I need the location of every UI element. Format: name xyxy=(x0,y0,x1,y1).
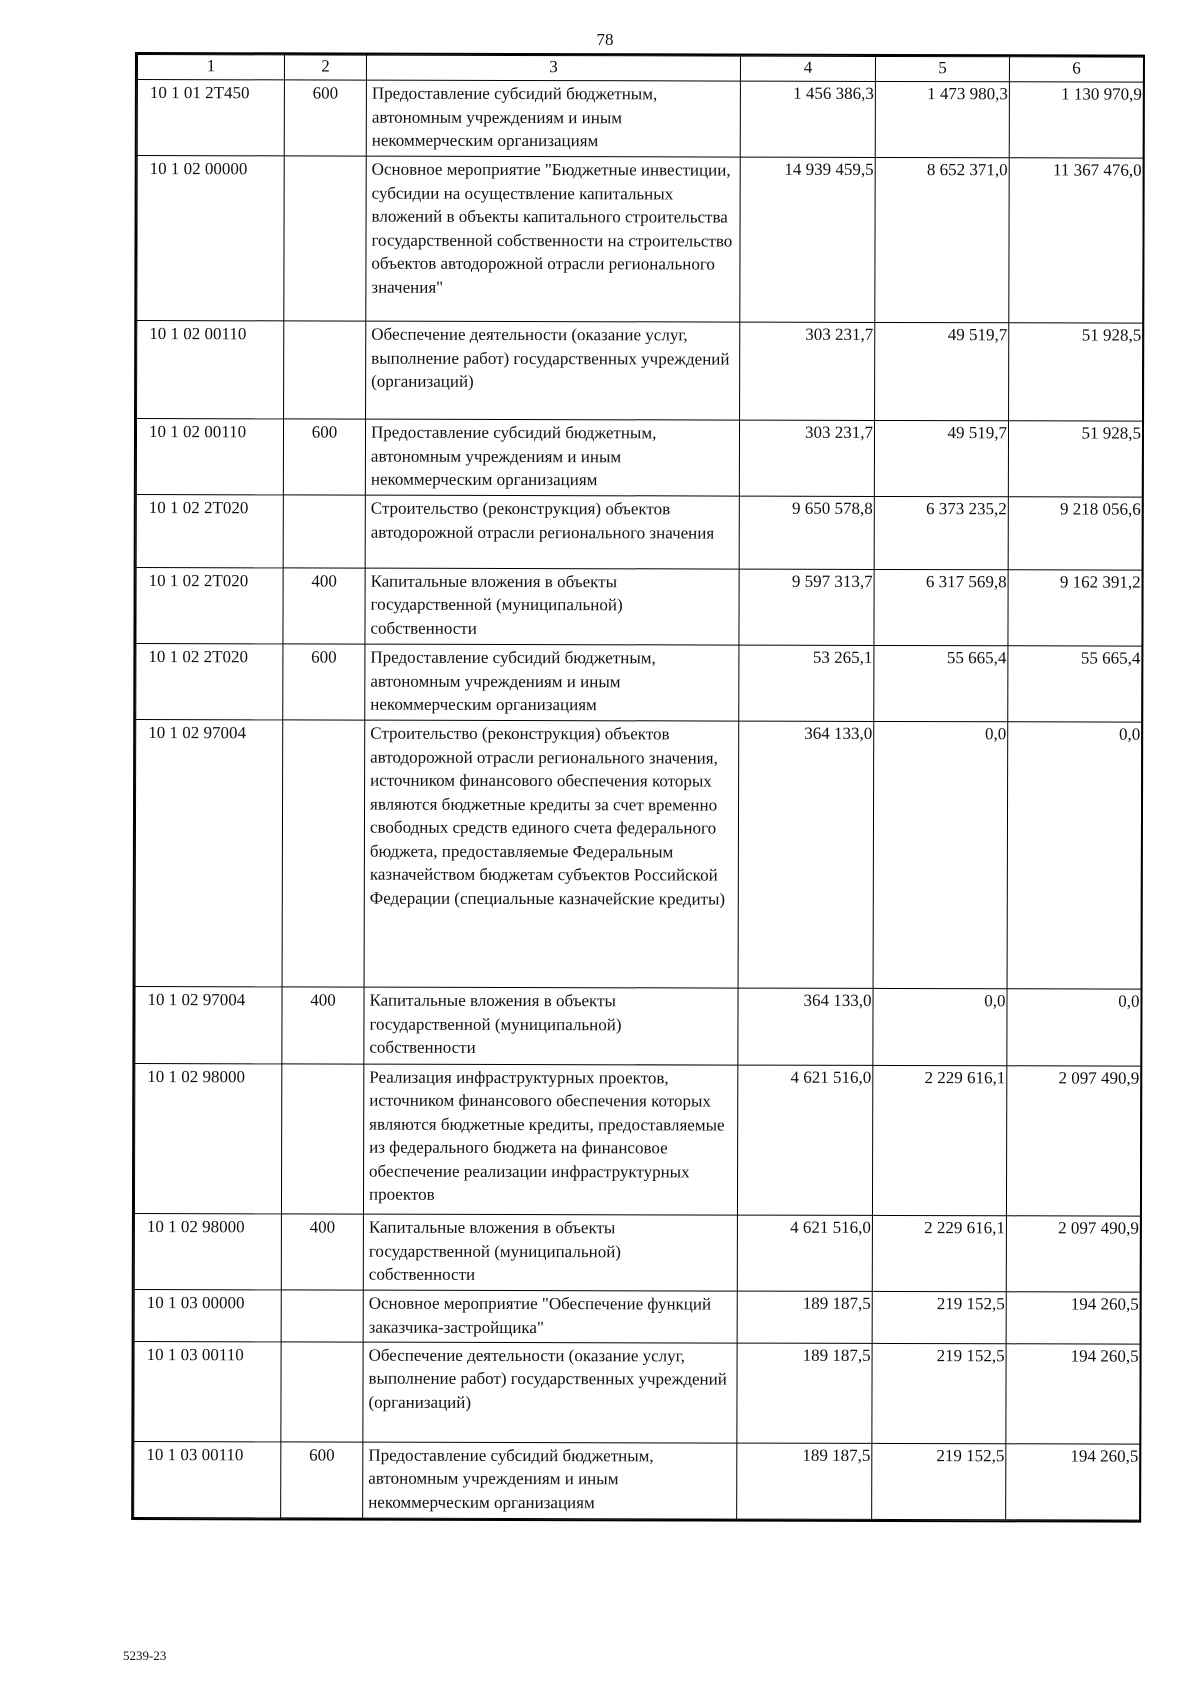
cell-expense-type: 400 xyxy=(282,987,364,1063)
cell-item-name: Капитальные вложения в объекты государственной (муниципальной) собственности xyxy=(364,988,738,1065)
cell-item-name: Капитальные вложения в объекты государственной (муниципальной) собственности xyxy=(365,568,739,645)
cell-expense-type: 600 xyxy=(283,644,365,720)
cell-item-name: Основное мероприятие "Обеспечение функций заказчика-застройщика" xyxy=(363,1290,737,1342)
cell-classification-code: 10 1 02 98000 xyxy=(134,1214,281,1291)
cell-amount-col4: 189 187,5 xyxy=(737,1343,872,1443)
cell-amount-col6: 51 928,5 xyxy=(1009,323,1143,421)
table-body xyxy=(134,80,1144,1521)
cell-expense-type xyxy=(284,156,366,321)
cell-amount-col5: 8 652 371,0 xyxy=(875,158,1009,323)
cell-amount-col5: 49 519,7 xyxy=(874,421,1008,498)
table-row xyxy=(136,644,1142,723)
table-row xyxy=(136,419,1142,498)
cell-amount-col4: 4 621 516,0 xyxy=(737,1065,872,1216)
cell-expense-type: 400 xyxy=(283,568,365,644)
cell-item-name: Строительство (реконструкция) объектов автодорожной отрасли регионального значения xyxy=(365,495,739,569)
table-row xyxy=(135,720,1142,990)
cell-amount-col4: 53 265,1 xyxy=(739,645,874,722)
cell-classification-code: 10 1 02 2Т020 xyxy=(136,644,283,721)
cell-amount-col6: 1 130 970,9 xyxy=(1009,82,1143,159)
cell-expense-type: 400 xyxy=(281,1214,363,1290)
column-header: 5 xyxy=(875,56,1009,81)
cell-expense-type: 600 xyxy=(283,419,365,495)
cell-amount-col5: 2 229 616,1 xyxy=(872,1215,1006,1292)
cell-amount-col4: 189 187,5 xyxy=(737,1443,872,1520)
cell-amount-col5: 0,0 xyxy=(873,722,1008,989)
table-row xyxy=(137,80,1143,159)
cell-expense-type: 600 xyxy=(281,1442,363,1519)
column-header: 1 xyxy=(137,55,284,80)
cell-amount-col4: 14 939 459,5 xyxy=(740,157,875,322)
cell-amount-col6: 55 665,4 xyxy=(1008,646,1142,723)
cell-amount-col4: 189 187,5 xyxy=(737,1291,872,1343)
cell-expense-type xyxy=(284,321,366,419)
column-header: 4 xyxy=(740,56,875,81)
cell-expense-type xyxy=(281,1342,363,1442)
table-row xyxy=(134,1441,1140,1520)
table-row xyxy=(134,1063,1140,1216)
cell-amount-col4: 303 231,7 xyxy=(740,322,875,420)
table-row xyxy=(134,1341,1140,1444)
cell-amount-col4: 364 133,0 xyxy=(738,989,873,1066)
cell-classification-code: 10 1 02 97004 xyxy=(135,720,283,987)
cell-classification-code: 10 1 03 00000 xyxy=(134,1290,281,1342)
cell-amount-col6: 0,0 xyxy=(1007,722,1142,989)
cell-classification-code: 10 1 02 97004 xyxy=(135,987,282,1064)
cell-amount-col6: 2 097 490,9 xyxy=(1006,1065,1140,1216)
cell-expense-type: 600 xyxy=(284,80,366,156)
cell-amount-col4: 4 621 516,0 xyxy=(737,1215,872,1292)
cell-amount-col5: 1 473 980,3 xyxy=(875,81,1009,158)
cell-amount-col5: 219 152,5 xyxy=(872,1443,1006,1520)
cell-item-name: Обеспечение деятельности (оказание услуг, выполнение работ) государственных учреждений (организаций) xyxy=(363,1342,737,1443)
cell-amount-col4: 9 597 313,7 xyxy=(739,569,874,646)
cell-expense-type xyxy=(281,1064,363,1215)
cell-item-name: Предоставление субсидий бюджетным, автономным учреждениям и иным некоммерческим организациям xyxy=(366,80,740,157)
cell-item-name: Предоставление субсидий бюджетным, автономным учреждениям и иным некоммерческим организациям xyxy=(365,644,739,721)
cell-classification-code: 10 1 02 00110 xyxy=(137,321,284,419)
document-footer-code: 5239-23 xyxy=(123,1648,167,1663)
budget-table-frame xyxy=(131,52,1145,1523)
column-header: 6 xyxy=(1009,57,1143,82)
table-row xyxy=(137,321,1143,421)
cell-classification-code: 10 1 02 2Т020 xyxy=(136,495,283,568)
cell-amount-col6: 11 367 476,0 xyxy=(1009,158,1143,323)
column-header: 2 xyxy=(284,55,366,80)
cell-amount-col5: 219 152,5 xyxy=(872,1292,1006,1344)
cell-amount-col4: 364 133,0 xyxy=(738,721,874,988)
cell-amount-col5: 55 665,4 xyxy=(874,646,1008,723)
cell-amount-col4: 303 231,7 xyxy=(739,420,874,497)
cell-amount-col6: 194 260,5 xyxy=(1006,1292,1140,1344)
cell-classification-code: 10 1 02 2Т020 xyxy=(136,567,283,644)
cell-classification-code: 10 1 03 00110 xyxy=(134,1441,281,1518)
table-row xyxy=(136,495,1142,570)
cell-amount-col5: 49 519,7 xyxy=(875,323,1009,421)
table-row xyxy=(137,156,1143,324)
cell-amount-col6: 51 928,5 xyxy=(1008,421,1142,498)
cell-classification-code: 10 1 03 00110 xyxy=(134,1341,281,1441)
cell-item-name: Предоставление субсидий бюджетным, автономным учреждениям и иным некоммерческим организациям xyxy=(363,1442,737,1519)
cell-classification-code: 10 1 02 00000 xyxy=(137,156,284,321)
cell-amount-col5: 2 229 616,1 xyxy=(872,1065,1006,1216)
cell-amount-col6: 2 097 490,9 xyxy=(1006,1216,1140,1293)
cell-amount-col5: 6 373 235,2 xyxy=(874,497,1008,570)
table-row xyxy=(134,1214,1140,1293)
cell-item-name: Строительство (реконструкция) объектов автодорожной отрасли регионального значения, источником финансового обеспечения которых являются бюджетные кредиты за счет временно свободных средств единого счета федерального бюджета, предоставляемые Федеральным казначейством бюджетам субъектов Российской Федерации (специальные казначейские кредиты) xyxy=(364,720,739,988)
cell-amount-col6: 194 260,5 xyxy=(1006,1443,1140,1520)
cell-item-name: Обеспечение деятельности (оказание услуг, выполнение работ) государственных учреждений (организаций) xyxy=(366,321,740,420)
cell-amount-col6: 9 162 391,2 xyxy=(1008,570,1142,647)
cell-amount-col6: 9 218 056,6 xyxy=(1008,497,1142,570)
table-row xyxy=(136,567,1142,646)
budget-table xyxy=(133,54,1144,1521)
cell-amount-col4: 1 456 386,3 xyxy=(740,81,875,158)
cell-amount-col4: 9 650 578,8 xyxy=(739,496,874,569)
cell-item-name: Основное мероприятие "Бюджетные инвестиции, субсидии на осуществление капитальных вложений в объекты капитального строительства государственной собственности на строительство объектов автодорожной отрасли регионального значения" xyxy=(366,156,740,322)
cell-expense-type xyxy=(283,495,365,568)
cell-amount-col5: 6 317 569,8 xyxy=(874,569,1008,646)
cell-amount-col5: 0,0 xyxy=(873,989,1007,1066)
cell-amount-col6: 194 260,5 xyxy=(1006,1344,1140,1444)
cell-classification-code: 10 1 02 98000 xyxy=(134,1063,281,1214)
cell-item-name: Капитальные вложения в объекты государственной (муниципальной) собственности xyxy=(363,1214,737,1291)
cell-item-name: Предоставление субсидий бюджетным, автономным учреждениям и иным некоммерческим организациям xyxy=(365,419,739,496)
cell-expense-type xyxy=(282,720,365,987)
page-number: 78 xyxy=(596,30,614,49)
cell-classification-code: 10 1 02 00110 xyxy=(136,419,283,496)
table-row xyxy=(135,987,1141,1066)
table-header-row xyxy=(137,55,1143,83)
column-header: 3 xyxy=(366,55,740,81)
cell-classification-code: 10 1 01 2Т450 xyxy=(137,80,284,157)
cell-item-name: Реализация инфраструктурных проектов, источником финансового обеспечения которых являются бюджетные кредиты, предоставляемые из федерального бюджета на финансовое обеспечение реализации инфраструктурных проектов xyxy=(363,1064,737,1215)
cell-amount-col5: 219 152,5 xyxy=(872,1343,1006,1443)
cell-expense-type xyxy=(281,1290,363,1342)
table-row xyxy=(134,1290,1140,1344)
cell-amount-col6: 0,0 xyxy=(1007,989,1141,1066)
